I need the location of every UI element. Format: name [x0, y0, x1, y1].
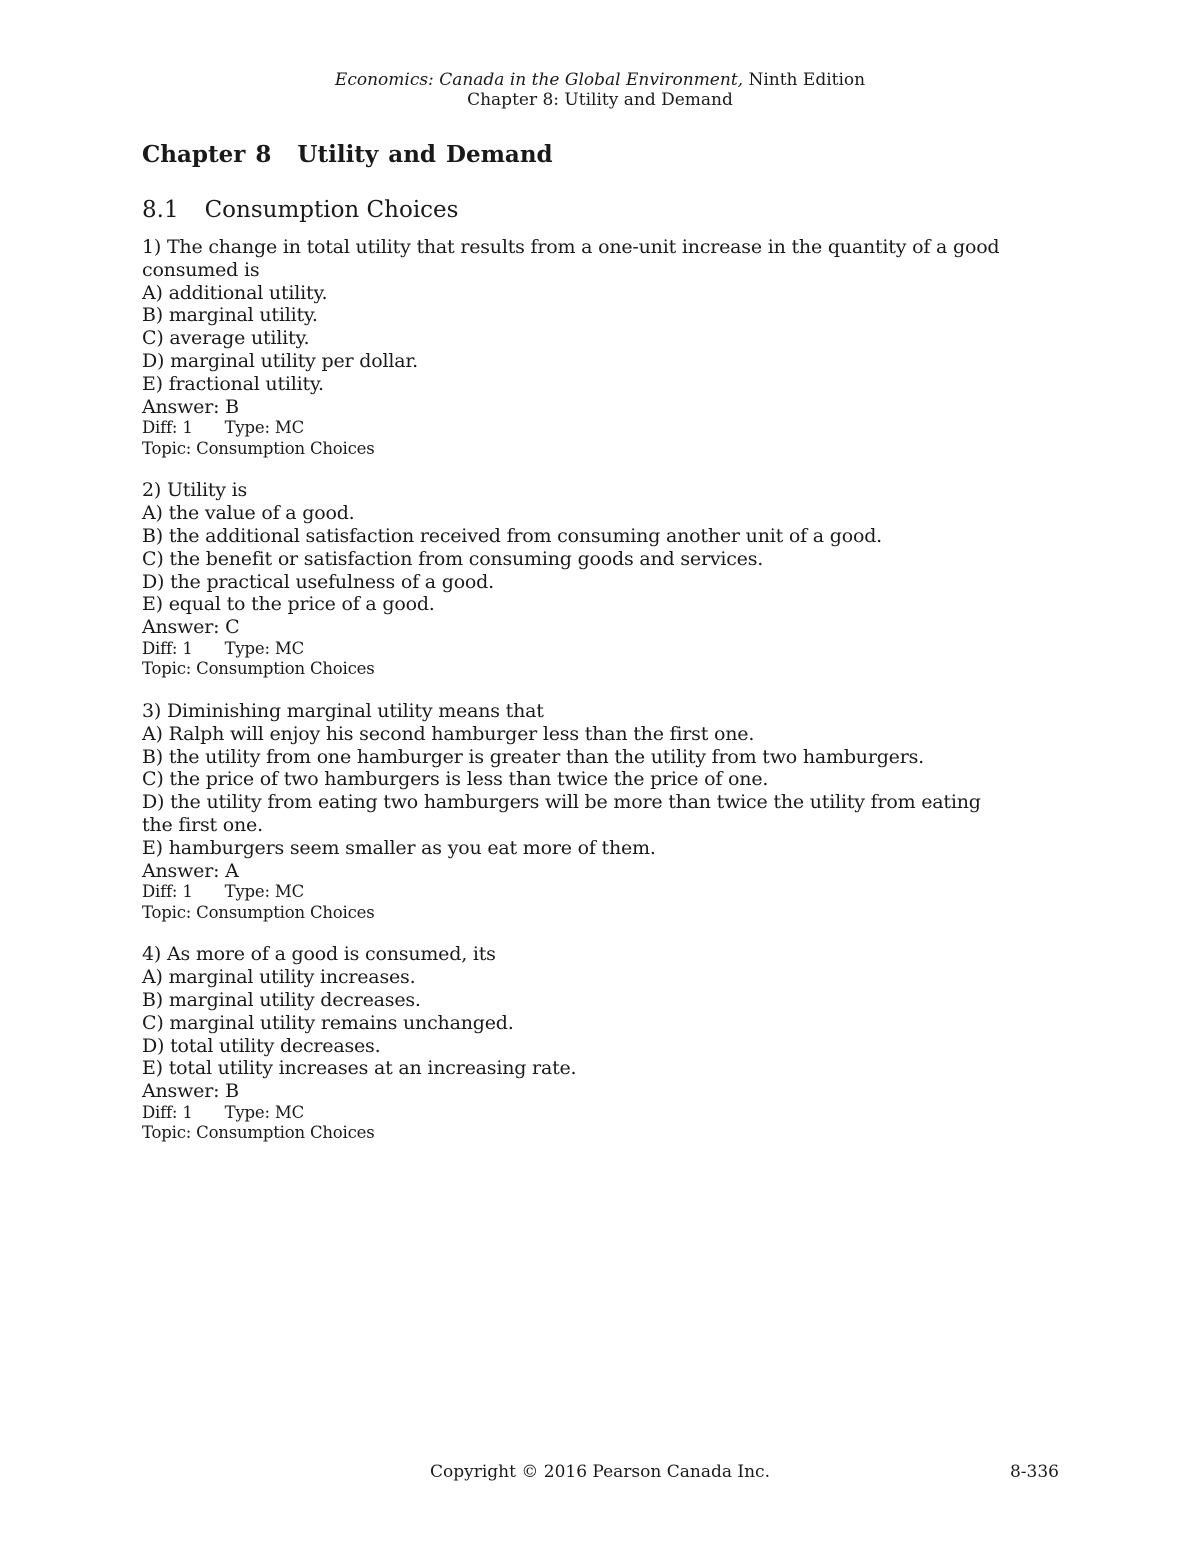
- difficulty-type-line: [142, 418, 1062, 439]
- question-type-label: Type: MC: [224, 418, 305, 438]
- answer-key: Answer: C: [142, 616, 240, 639]
- section-number: 8.1: [142, 197, 179, 223]
- topic-label: Topic: Consumption Choices: [142, 1123, 375, 1143]
- question-stem: 2) Utility is: [142, 479, 248, 502]
- answer-option: E) fractional utility.: [142, 372, 324, 395]
- copyright-notice: Copyright © 2016 Pearson Canada Inc.: [430, 1462, 770, 1482]
- difficulty-label: Diff: 1: [142, 638, 193, 658]
- question-item: [142, 236, 1062, 459]
- section-title: Consumption Choices: [204, 197, 459, 223]
- answer-option: A) additional utility.: [142, 281, 328, 304]
- topic-label: Topic: Consumption Choices: [142, 902, 375, 922]
- answer-option: B) marginal utility decreases.: [142, 988, 421, 1011]
- answer-option: A) the value of a good.: [142, 502, 355, 525]
- question-type-label: Type: MC: [224, 1102, 305, 1122]
- section-heading: [142, 195, 1062, 225]
- answer-option: B) marginal utility.: [142, 304, 318, 327]
- answer-option: C) marginal utility remains unchanged.: [142, 1011, 514, 1034]
- topic-label: Topic: Consumption Choices: [142, 438, 375, 458]
- question-stem: 1) The change in total utility that results from a one-unit increase in the quantity of a good: [142, 236, 1000, 258]
- answer-option: C) average utility.: [142, 327, 310, 350]
- chapter-heading: [142, 140, 1062, 170]
- answer-option: E) total utility increases at an increasing rate.: [142, 1057, 577, 1080]
- question-item: [142, 479, 1062, 680]
- answer-option: D) the practical usefulness of a good.: [142, 570, 494, 593]
- answer-option: the first one.: [142, 813, 263, 836]
- answer-option: D) the utility from eating two hamburgers will be more than twice the utility from eating: [142, 791, 981, 814]
- question-stem: 3) Diminishing marginal utility means that: [142, 699, 544, 722]
- answer-key: Answer: B: [142, 395, 239, 418]
- book-title: Economics: Canada in the Global Environment,: [334, 70, 744, 90]
- difficulty-type-line: [142, 639, 1062, 660]
- question-item: [142, 700, 1062, 923]
- answer-option: E) hamburgers seem smaller as you eat more of them.: [142, 836, 656, 859]
- question-type-label: Type: MC: [224, 638, 305, 658]
- answer-option: E) equal to the price of a good.: [142, 593, 435, 616]
- page-content: [142, 140, 1062, 1144]
- header-chapter-line: Chapter 8: Utility and Demand: [467, 90, 733, 110]
- question-stem: 4) As more of a good is consumed, its: [142, 943, 496, 966]
- answer-option: C) the benefit or satisfaction from consuming goods and services.: [142, 547, 764, 570]
- answer-option: A) marginal utility increases.: [142, 966, 416, 989]
- chapter-number: Chapter 8: [142, 141, 272, 168]
- difficulty-label: Diff: 1: [142, 1102, 193, 1122]
- page-header: [0, 70, 1200, 110]
- difficulty-label: Diff: 1: [142, 418, 193, 438]
- question-item: [142, 943, 1062, 1144]
- answer-option: C) the price of two hamburgers is less than twice the price of one.: [142, 768, 769, 791]
- question-stem: consumed is: [142, 258, 260, 281]
- answer-option: D) total utility decreases.: [142, 1034, 381, 1057]
- topic-label: Topic: Consumption Choices: [142, 659, 375, 679]
- question-list: [142, 236, 1062, 1144]
- question-type-label: Type: MC: [224, 882, 305, 902]
- answer-option: B) the additional satisfaction received from consuming another unit of a good.: [142, 524, 883, 547]
- header-book-line: [0, 70, 1200, 90]
- difficulty-label: Diff: 1: [142, 882, 193, 902]
- answer-option: B) the utility from one hamburger is greater than the utility from two hamburgers.: [142, 745, 924, 768]
- answer-key: Answer: A: [142, 859, 239, 882]
- book-edition: Ninth Edition: [743, 70, 866, 90]
- answer-key: Answer: B: [142, 1080, 239, 1103]
- difficulty-type-line: [142, 1103, 1062, 1124]
- answer-option: D) marginal utility per dollar.: [142, 349, 418, 372]
- answer-option: A) Ralph will enjoy his second hamburger less than the first one.: [142, 722, 755, 745]
- page-number: 8-336: [1009, 1462, 1059, 1482]
- chapter-title: Utility and Demand: [297, 141, 553, 168]
- difficulty-type-line: [142, 882, 1062, 903]
